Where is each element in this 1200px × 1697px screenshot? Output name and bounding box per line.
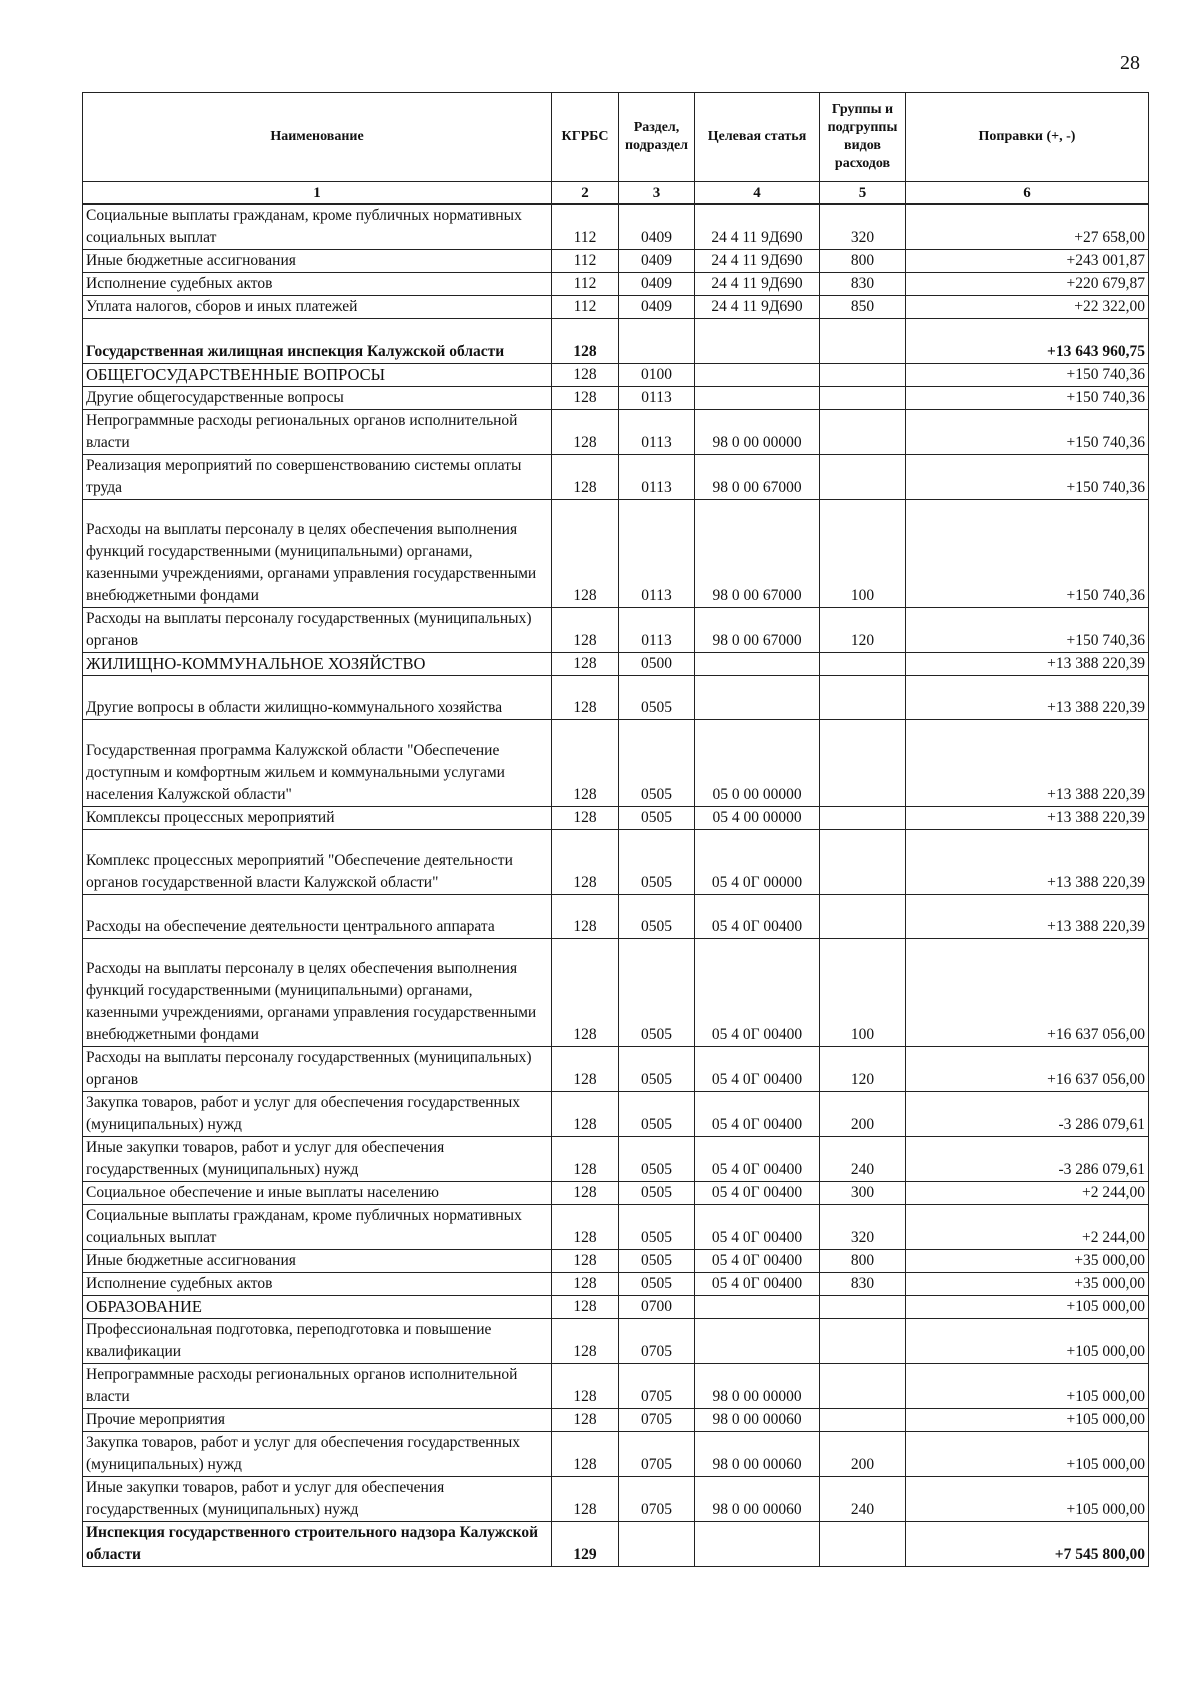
row-expense-group <box>820 1364 906 1409</box>
table-row <box>83 1205 1149 1250</box>
table-row <box>83 895 1149 939</box>
row-section: 0409 <box>619 204 695 250</box>
header-row <box>83 93 1149 182</box>
row-name: Уплата налогов, сборов и иных платежей <box>83 296 552 319</box>
row-amount: +13 388 220,39 <box>906 653 1149 676</box>
row-expense-group <box>820 653 906 676</box>
budget-corrections-table <box>82 92 1149 1567</box>
row-amount: +2 244,00 <box>906 1205 1149 1250</box>
table-row <box>83 1319 1149 1364</box>
row-name: Государственная программа Калужской области "Обеспечение доступным и комфортным жильем и коммунальными услугами населения Калужской области" <box>83 720 552 807</box>
table-row <box>83 720 1149 807</box>
row-name: Расходы на выплаты персоналу в целях обеспечения выполнения функций государственными (муниципальными) органами, казенными учреждениями, органами управления государственными внебюджетными фондами <box>83 939 552 1047</box>
row-kgrbs: 128 <box>552 830 619 895</box>
row-amount: +13 388 220,39 <box>906 830 1149 895</box>
row-expense-group <box>820 1319 906 1364</box>
row-target-article: 98 0 00 67000 <box>695 608 820 653</box>
row-target-article <box>695 319 820 364</box>
table-row <box>83 1432 1149 1477</box>
row-kgrbs: 128 <box>552 1296 619 1319</box>
row-section: 0705 <box>619 1477 695 1522</box>
row-section: 0705 <box>619 1364 695 1409</box>
row-target-article: 05 4 0Г 00400 <box>695 1250 820 1273</box>
row-expense-group: 850 <box>820 296 906 319</box>
table-row <box>83 1092 1149 1137</box>
row-amount: +35 000,00 <box>906 1250 1149 1273</box>
row-amount: +150 740,36 <box>906 500 1149 608</box>
table-row <box>83 676 1149 720</box>
row-kgrbs: 128 <box>552 720 619 807</box>
table-row <box>83 296 1149 319</box>
row-expense-group: 320 <box>820 1205 906 1250</box>
row-expense-group <box>820 455 906 500</box>
row-section: 0505 <box>619 676 695 720</box>
row-section: 0100 <box>619 364 695 387</box>
row-target-article: 24 4 11 9Д690 <box>695 204 820 250</box>
row-target-article: 05 4 0Г 00400 <box>695 1137 820 1182</box>
row-kgrbs: 128 <box>552 1477 619 1522</box>
row-target-article: 98 0 00 00000 <box>695 410 820 455</box>
row-name: Расходы на выплаты персоналу в целях обеспечения выполнения функций государственными (муниципальными) органами, казенными учреждениями, органами управления государственными внебюджетными фондами <box>83 500 552 608</box>
row-target-article: 98 0 00 67000 <box>695 500 820 608</box>
row-kgrbs: 128 <box>552 895 619 939</box>
row-expense-group <box>820 720 906 807</box>
row-kgrbs: 128 <box>552 807 619 830</box>
row-expense-group <box>820 387 906 410</box>
row-section: 0705 <box>619 1409 695 1432</box>
row-target-article: 98 0 00 00060 <box>695 1409 820 1432</box>
row-amount: -3 286 079,61 <box>906 1137 1149 1182</box>
table-row <box>83 1477 1149 1522</box>
row-name: Социальное обеспечение и иные выплаты населению <box>83 1182 552 1205</box>
row-kgrbs: 128 <box>552 387 619 410</box>
row-target-article: 98 0 00 67000 <box>695 455 820 500</box>
column-number: 2 <box>552 182 619 205</box>
row-amount: -3 286 079,61 <box>906 1092 1149 1137</box>
row-section <box>619 1522 695 1567</box>
row-expense-group <box>820 1522 906 1567</box>
row-target-article: 05 4 0Г 00400 <box>695 1273 820 1296</box>
row-amount: +13 388 220,39 <box>906 895 1149 939</box>
row-kgrbs: 128 <box>552 1364 619 1409</box>
row-section: 0505 <box>619 807 695 830</box>
row-name: Реализация мероприятий по совершенствованию системы оплаты труда <box>83 455 552 500</box>
header-target: Целевая статья <box>695 93 820 182</box>
row-section: 0505 <box>619 720 695 807</box>
row-section: 0409 <box>619 296 695 319</box>
row-name: Иные закупки товаров, работ и услуг для обеспечения государственных (муниципальных) нужд <box>83 1137 552 1182</box>
row-amount: +105 000,00 <box>906 1409 1149 1432</box>
row-amount: +22 322,00 <box>906 296 1149 319</box>
row-amount: +7 545 800,00 <box>906 1522 1149 1567</box>
row-kgrbs: 128 <box>552 500 619 608</box>
row-amount: +13 388 220,39 <box>906 807 1149 830</box>
row-amount: +220 679,87 <box>906 273 1149 296</box>
row-section: 0409 <box>619 273 695 296</box>
row-name: Расходы на выплаты персоналу государственных (муниципальных) органов <box>83 608 552 653</box>
table-row <box>83 1522 1149 1567</box>
table-row <box>83 1047 1149 1092</box>
row-amount: +16 637 056,00 <box>906 939 1149 1047</box>
row-amount: +150 740,36 <box>906 455 1149 500</box>
table-row <box>83 1364 1149 1409</box>
row-amount: +13 388 220,39 <box>906 720 1149 807</box>
row-name: Другие вопросы в области жилищно-коммунального хозяйства <box>83 676 552 720</box>
row-expense-group <box>820 830 906 895</box>
row-target-article: 05 4 0Г 00400 <box>695 895 820 939</box>
row-expense-group <box>820 364 906 387</box>
row-target-article <box>695 1296 820 1319</box>
row-expense-group: 240 <box>820 1477 906 1522</box>
row-section: 0505 <box>619 1273 695 1296</box>
row-name: Другие общегосударственные вопросы <box>83 387 552 410</box>
row-amount: +16 637 056,00 <box>906 1047 1149 1092</box>
row-expense-group <box>820 319 906 364</box>
row-expense-group <box>820 895 906 939</box>
row-name: Непрограммные расходы региональных органов исполнительной власти <box>83 1364 552 1409</box>
row-expense-group <box>820 676 906 720</box>
column-number-row <box>83 182 1149 205</box>
row-kgrbs: 128 <box>552 1409 619 1432</box>
table-row <box>83 250 1149 273</box>
row-kgrbs: 128 <box>552 1047 619 1092</box>
row-target-article: 24 4 11 9Д690 <box>695 273 820 296</box>
row-target-article <box>695 1319 820 1364</box>
row-expense-group: 830 <box>820 1273 906 1296</box>
column-number: 5 <box>820 182 906 205</box>
row-kgrbs: 128 <box>552 653 619 676</box>
row-section: 0705 <box>619 1432 695 1477</box>
table-row <box>83 1137 1149 1182</box>
row-expense-group: 120 <box>820 1047 906 1092</box>
row-expense-group: 800 <box>820 250 906 273</box>
row-kgrbs: 128 <box>552 608 619 653</box>
row-name: Иные бюджетные ассигнования <box>83 1250 552 1273</box>
row-target-article: 05 4 0Г 00400 <box>695 939 820 1047</box>
row-section: 0505 <box>619 1137 695 1182</box>
row-expense-group <box>820 1409 906 1432</box>
row-section: 0705 <box>619 1319 695 1364</box>
row-expense-group: 200 <box>820 1092 906 1137</box>
row-kgrbs: 112 <box>552 250 619 273</box>
row-expense-group: 100 <box>820 939 906 1047</box>
row-expense-group: 240 <box>820 1137 906 1182</box>
row-expense-group <box>820 1296 906 1319</box>
row-section: 0505 <box>619 1092 695 1137</box>
column-number: 1 <box>83 182 552 205</box>
column-number: 3 <box>619 182 695 205</box>
row-expense-group: 800 <box>820 1250 906 1273</box>
table-row <box>83 204 1149 250</box>
header-corrections: Поправки (+, -) <box>906 93 1149 182</box>
row-kgrbs: 128 <box>552 455 619 500</box>
header-kgrbs: КГРБС <box>552 93 619 182</box>
row-kgrbs: 128 <box>552 676 619 720</box>
row-name: Прочие мероприятия <box>83 1409 552 1432</box>
row-section: 0113 <box>619 410 695 455</box>
row-target-article: 98 0 00 00060 <box>695 1477 820 1522</box>
row-amount: +105 000,00 <box>906 1296 1149 1319</box>
row-target-article: 24 4 11 9Д690 <box>695 296 820 319</box>
row-target-article: 05 4 0Г 00000 <box>695 830 820 895</box>
row-kgrbs: 128 <box>552 1250 619 1273</box>
row-amount: +150 740,36 <box>906 608 1149 653</box>
row-kgrbs: 128 <box>552 939 619 1047</box>
row-target-article <box>695 676 820 720</box>
header-section: Раздел, подраздел <box>619 93 695 182</box>
row-target-article <box>695 387 820 410</box>
row-name: Расходы на обеспечение деятельности центрального аппарата <box>83 895 552 939</box>
row-kgrbs: 128 <box>552 1273 619 1296</box>
row-kgrbs: 128 <box>552 1137 619 1182</box>
row-target-article <box>695 1522 820 1567</box>
row-target-article: 05 4 0Г 00400 <box>695 1182 820 1205</box>
row-section: 0505 <box>619 1047 695 1092</box>
row-section: 0113 <box>619 455 695 500</box>
row-target-article: 24 4 11 9Д690 <box>695 250 820 273</box>
row-section: 0700 <box>619 1296 695 1319</box>
row-kgrbs: 128 <box>552 410 619 455</box>
table-row <box>83 1273 1149 1296</box>
row-expense-group: 300 <box>820 1182 906 1205</box>
table-body <box>83 204 1149 1567</box>
row-amount: +13 643 960,75 <box>906 319 1149 364</box>
table-row <box>83 500 1149 608</box>
row-kgrbs: 128 <box>552 1205 619 1250</box>
row-amount: +105 000,00 <box>906 1364 1149 1409</box>
row-expense-group: 320 <box>820 204 906 250</box>
row-target-article: 05 4 00 00000 <box>695 807 820 830</box>
row-expense-group: 100 <box>820 500 906 608</box>
column-number: 4 <box>695 182 820 205</box>
row-expense-group: 200 <box>820 1432 906 1477</box>
row-amount: +105 000,00 <box>906 1319 1149 1364</box>
row-name: Исполнение судебных актов <box>83 1273 552 1296</box>
table-row <box>83 1250 1149 1273</box>
row-expense-group <box>820 807 906 830</box>
table-row <box>83 1409 1149 1432</box>
row-expense-group <box>820 410 906 455</box>
row-amount: +105 000,00 <box>906 1477 1149 1522</box>
table-row <box>83 939 1149 1047</box>
row-name: Непрограммные расходы региональных органов исполнительной власти <box>83 410 552 455</box>
table-row <box>83 455 1149 500</box>
row-name: Закупка товаров, работ и услуг для обеспечения государственных (муниципальных) нужд <box>83 1092 552 1137</box>
table-row <box>83 319 1149 364</box>
row-target-article: 98 0 00 00000 <box>695 1364 820 1409</box>
row-target-article: 05 4 0Г 00400 <box>695 1047 820 1092</box>
row-section: 0505 <box>619 1182 695 1205</box>
row-name: Комплекс процессных мероприятий "Обеспечение деятельности органов государственной власти Калужской области" <box>83 830 552 895</box>
row-section: 0409 <box>619 250 695 273</box>
row-target-article: 05 4 0Г 00400 <box>695 1205 820 1250</box>
row-expense-group: 120 <box>820 608 906 653</box>
header-name: Наименование <box>83 93 552 182</box>
row-target-article: 05 0 00 00000 <box>695 720 820 807</box>
row-section: 0505 <box>619 895 695 939</box>
table-row <box>83 807 1149 830</box>
row-name: ОБРАЗОВАНИЕ <box>83 1296 552 1319</box>
table-row <box>83 608 1149 653</box>
row-name: Иные бюджетные ассигнования <box>83 250 552 273</box>
row-kgrbs: 128 <box>552 1092 619 1137</box>
row-name: Комплексы процессных мероприятий <box>83 807 552 830</box>
row-kgrbs: 128 <box>552 1432 619 1477</box>
row-name: ЖИЛИЩНО-КОММУНАЛЬНОЕ ХОЗЯЙСТВО <box>83 653 552 676</box>
table-row <box>83 273 1149 296</box>
column-number: 6 <box>906 182 1149 205</box>
row-kgrbs: 128 <box>552 1319 619 1364</box>
row-name: Социальные выплаты гражданам, кроме публичных нормативных социальных выплат <box>83 1205 552 1250</box>
table-row <box>83 364 1149 387</box>
row-section: 0113 <box>619 500 695 608</box>
row-section: 0505 <box>619 939 695 1047</box>
row-name: Иные закупки товаров, работ и услуг для обеспечения государственных (муниципальных) нужд <box>83 1477 552 1522</box>
row-amount: +105 000,00 <box>906 1432 1149 1477</box>
row-amount: +35 000,00 <box>906 1273 1149 1296</box>
row-section: 0500 <box>619 653 695 676</box>
header-groups: Группы и подгруппы видов расходов <box>820 93 906 182</box>
row-expense-group: 830 <box>820 273 906 296</box>
row-amount: +243 001,87 <box>906 250 1149 273</box>
table-row <box>83 387 1149 410</box>
row-section: 0505 <box>619 830 695 895</box>
row-kgrbs: 112 <box>552 273 619 296</box>
row-name: Социальные выплаты гражданам, кроме публичных нормативных социальных выплат <box>83 204 552 250</box>
table-row <box>83 653 1149 676</box>
table-row <box>83 1182 1149 1205</box>
row-target-article: 05 4 0Г 00400 <box>695 1092 820 1137</box>
row-name: ОБЩЕГОСУДАРСТВЕННЫЕ ВОПРОСЫ <box>83 364 552 387</box>
row-target-article <box>695 364 820 387</box>
row-amount: +13 388 220,39 <box>906 676 1149 720</box>
row-target-article <box>695 653 820 676</box>
row-kgrbs: 112 <box>552 204 619 250</box>
row-section: 0505 <box>619 1205 695 1250</box>
row-kgrbs: 129 <box>552 1522 619 1567</box>
row-amount: +2 244,00 <box>906 1182 1149 1205</box>
row-section: 0113 <box>619 608 695 653</box>
row-name: Исполнение судебных актов <box>83 273 552 296</box>
row-name: Профессиональная подготовка, переподготовка и повышение квалификации <box>83 1319 552 1364</box>
table-row <box>83 410 1149 455</box>
row-name: Государственная жилищная инспекция Калужской области <box>83 319 552 364</box>
page-number: 28 <box>1120 52 1140 74</box>
row-kgrbs: 112 <box>552 296 619 319</box>
table-row <box>83 1296 1149 1319</box>
row-section: 0505 <box>619 1250 695 1273</box>
row-name: Расходы на выплаты персоналу государственных (муниципальных) органов <box>83 1047 552 1092</box>
row-section: 0113 <box>619 387 695 410</box>
row-target-article: 98 0 00 00060 <box>695 1432 820 1477</box>
row-amount: +150 740,36 <box>906 387 1149 410</box>
table-row <box>83 830 1149 895</box>
row-amount: +150 740,36 <box>906 410 1149 455</box>
row-amount: +27 658,00 <box>906 204 1149 250</box>
row-section <box>619 319 695 364</box>
row-kgrbs: 128 <box>552 319 619 364</box>
row-amount: +150 740,36 <box>906 364 1149 387</box>
row-name: Инспекция государственного строительного надзора Калужской области <box>83 1522 552 1567</box>
row-kgrbs: 128 <box>552 1182 619 1205</box>
row-kgrbs: 128 <box>552 364 619 387</box>
row-name: Закупка товаров, работ и услуг для обеспечения государственных (муниципальных) нужд <box>83 1432 552 1477</box>
